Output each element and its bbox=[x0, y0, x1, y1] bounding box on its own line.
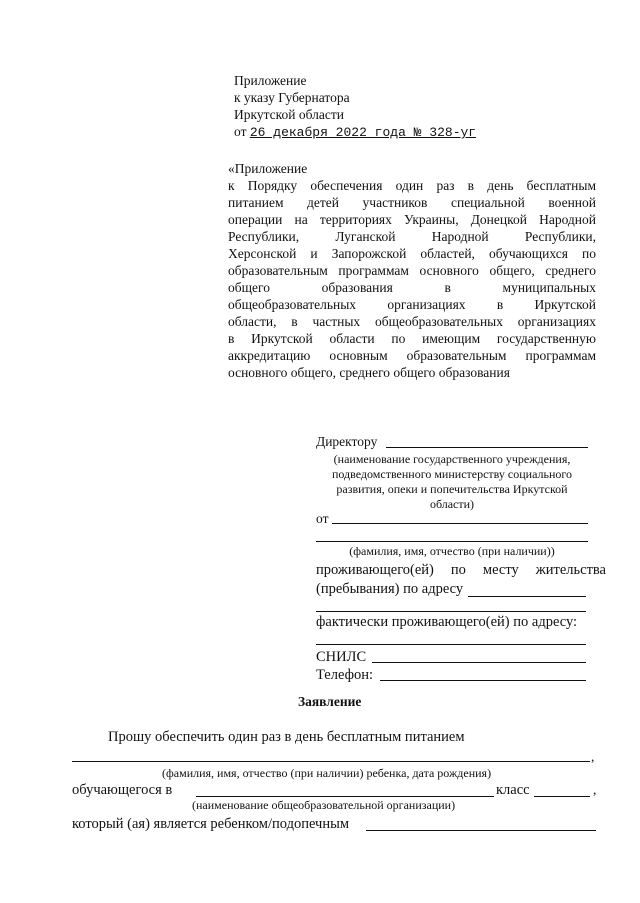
child-of-field[interactable] bbox=[366, 830, 596, 831]
statement-request: Прошу обеспечить один раз в день бесплатным питанием bbox=[108, 729, 465, 745]
director-hint-line: подведомственного министерству социального bbox=[331, 467, 573, 481]
residence-line-1: проживающего(ей) по месту жительства bbox=[316, 562, 606, 578]
residence-field[interactable] bbox=[468, 596, 586, 597]
appendix-block bbox=[228, 160, 596, 381]
child-field-comma: , bbox=[591, 749, 595, 764]
appendix-line: Республики, Луганской Народной Республики, bbox=[228, 229, 596, 244]
statement-title: Заявление bbox=[298, 694, 362, 709]
director-label: Директору bbox=[316, 434, 378, 449]
phone-label: Телефон: bbox=[316, 667, 374, 683]
header-line-appendix: Приложение bbox=[234, 73, 307, 88]
appendix-line: Херсонской и Запорожской областей, обучающихся по bbox=[228, 246, 596, 261]
school-field[interactable] bbox=[196, 796, 494, 797]
class-field[interactable] bbox=[534, 796, 590, 797]
actual-residence-label: фактически проживающего(ей) по адресу: bbox=[316, 614, 578, 630]
snils-field[interactable] bbox=[372, 662, 586, 663]
from-field[interactable] bbox=[332, 523, 588, 524]
class-label: класс bbox=[496, 782, 530, 798]
child-of-label: который (ая) является ребенком/подопечным bbox=[72, 816, 350, 832]
child-hint: (фамилия, имя, отчество (при наличии) ребенка, дата рождения) bbox=[162, 766, 492, 780]
director-hint-line: области) bbox=[429, 497, 475, 511]
appendix-line: к Порядку обеспечения один раз в день бесплатным bbox=[228, 178, 596, 193]
appendix-line: аккредитацию основным образовательным программам bbox=[228, 348, 596, 363]
student-label: обучающегося в bbox=[72, 782, 173, 798]
director-hint bbox=[316, 452, 588, 512]
class-field-comma: , bbox=[593, 782, 597, 797]
child-field[interactable] bbox=[72, 761, 590, 762]
appendix-line: образовательным программам основного общего, среднего bbox=[228, 263, 596, 278]
header-line-region: Иркутской области bbox=[234, 107, 345, 122]
phone-field[interactable] bbox=[380, 680, 586, 681]
header-line-decree: к указу Губернатора bbox=[234, 90, 350, 105]
appendix-line: общеобразовательных организациях в Иркутской bbox=[228, 297, 596, 312]
header-date-value: 26 декабря 2022 года № 328-уг bbox=[249, 125, 477, 140]
director-hint-line: (наименование государственного учреждения, bbox=[333, 452, 571, 466]
appendix-line: питанием детей участников специальной военной bbox=[228, 195, 596, 210]
appendix-line: основного общего, среднего общего образования bbox=[228, 365, 510, 380]
fio-hint: (фамилия, имя, отчество (при наличии)) bbox=[349, 544, 555, 558]
header-date-prefix: от bbox=[234, 124, 247, 139]
appendix-line: операции на территориях Украины, Донецкой Народной bbox=[228, 212, 596, 227]
actual-residence-field[interactable] bbox=[316, 644, 586, 645]
org-hint: (наименование общеобразовательной организации) bbox=[192, 798, 456, 812]
snils-label: СНИЛС bbox=[316, 649, 367, 665]
from-label: от bbox=[316, 511, 329, 526]
residence-line-2: (пребывания) по адресу bbox=[316, 581, 464, 597]
from-field-2[interactable] bbox=[316, 541, 588, 542]
director-hint-line: развития, опеки и попечительства Иркутской bbox=[336, 482, 568, 496]
appendix-line: «Приложение bbox=[228, 161, 308, 176]
appendix-line: области, в частных общеобразовательных организациях bbox=[228, 314, 596, 329]
residence-field-2[interactable] bbox=[316, 611, 586, 612]
header-line-date bbox=[234, 123, 476, 141]
appendix-line: в Иркутской области по имеющим государственную bbox=[228, 331, 596, 346]
director-field[interactable] bbox=[386, 447, 588, 448]
appendix-line: общего образования в муниципальных bbox=[228, 280, 596, 295]
